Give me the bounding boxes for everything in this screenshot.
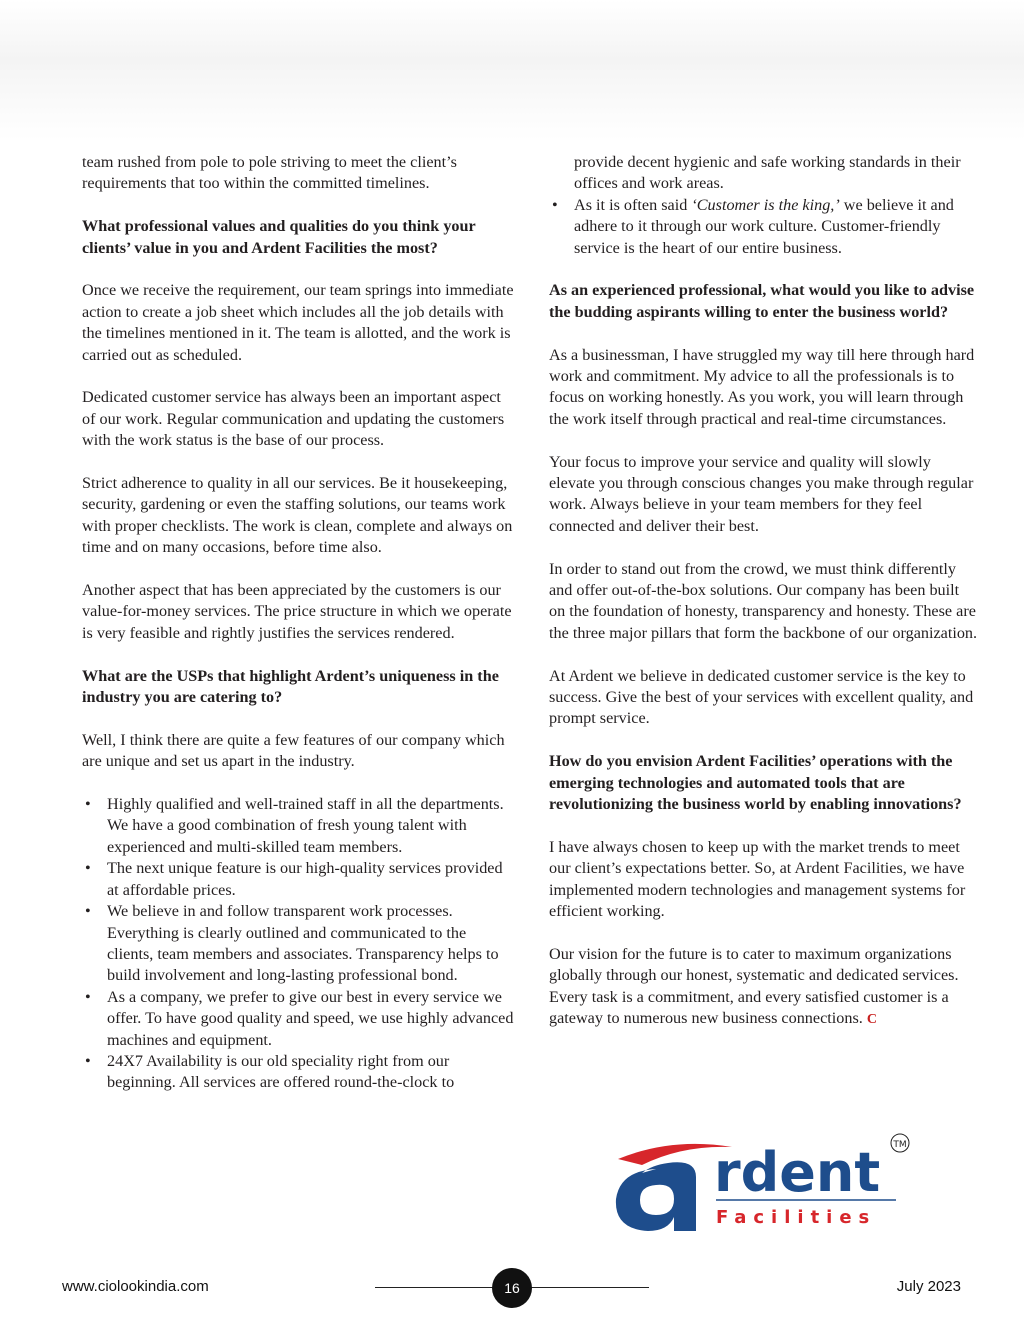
right-column xyxy=(549,152,979,1052)
bullet-text: we believe it and adhere to it through our work culture. Customer-friendly service is the heart of our entire business. xyxy=(574,195,954,257)
bullet-text: As it is often said xyxy=(574,195,692,214)
footer-url: www.ciolookindia.com xyxy=(62,1278,209,1295)
answer-paragraph: At Ardent we believe in dedicated customer service is the key to success. Give the best of your services with excellent quality, and prompt service. xyxy=(549,666,974,728)
question-advice: As an experienced professional, what would you like to advise the budding aspirants willing to enter the business world? xyxy=(549,281,975,321)
question-usps: What are the USPs that highlight Ardent’s uniqueness in the industry you are catering to? xyxy=(82,666,499,707)
end-mark-icon: C xyxy=(866,1012,877,1028)
answer-paragraph: As a businessman, I have struggled my way till here through hard work and commitment. My advice to all the professionals is to focus on working honestly. As you work, you will learn through the work itself through practical and real-time circumstances. xyxy=(549,345,975,428)
quote-text: ‘Customer is the king,’ xyxy=(691,195,840,214)
logo-word: rdent xyxy=(714,1141,881,1204)
usp-list-continued xyxy=(549,152,979,259)
answer-paragraph: Dedicated customer service has always been an important aspect of our work. Regular communication and updating the customers with the work status is the base of our process. xyxy=(82,388,505,450)
closing-text: Our vision for the future is to cater to maximum organizations globally through our honest, systematic and dedicated services. Every task is a commitment, and every satisfied customer is a gateway to numerous new business connections. xyxy=(549,944,959,1028)
answer-paragraph: Another aspect that has been appreciated by the customers is our value-for-money services. The price structure in which we operate is very feasible and rightly justifies the services rendered. xyxy=(82,581,512,642)
answer-paragraph xyxy=(549,944,979,1031)
list-item: • We believe in and follow transparent work processes. Everything is clearly outlined and communicated to the clients, team members and associates. Transparency helps to build involvement and long-lasting professional bond. xyxy=(82,901,514,987)
list-item: • As a company, we prefer to give our best in every service we offer. To have good quality and speed, we use highly advanced machines and equipment. xyxy=(82,987,514,1051)
answer-paragraph: Well, I think there are quite a few features of our company which are unique and set us apart in the industry. xyxy=(82,730,505,771)
list-item: provide decent hygienic and safe working standards in their offices and work areas. xyxy=(574,153,961,193)
intro-paragraph: team rushed from pole to pole striving to meet the client’s requirements that too within the committed timelines. xyxy=(82,153,457,193)
logo-subtitle: Facilities xyxy=(716,1207,877,1228)
issue-date: July 2023 xyxy=(896,1278,961,1295)
left-column xyxy=(82,152,514,1115)
page-number: 16 xyxy=(492,1268,532,1308)
list-item: • 24X7 Availability is our old speciality right from our beginning. All services are offered round-the-clock to xyxy=(82,1051,514,1094)
trademark-mark: TM xyxy=(893,1140,907,1150)
answer-paragraph: In order to stand out from the crowd, we must think differently and offer out-of-the-box solutions. Our company has been built on the foundation of honesty, transparency and honesty. These are the three major pillars that form the backbone of our organization. xyxy=(549,559,978,642)
usp-list xyxy=(82,794,514,1094)
list-item xyxy=(549,195,979,259)
page-footer xyxy=(0,1268,1024,1308)
ardent-logo-icon xyxy=(612,1133,912,1237)
ardent-logo xyxy=(612,1133,912,1237)
answer-paragraph: Once we receive the requirement, our team springs into immediate action to create a job sheet which includes all the job details with the timelines mentioned in it. The team is allotted, and the work is carried out as scheduled. xyxy=(82,281,514,364)
list-item: • The next unique feature is our high-quality services provided at affordable prices. xyxy=(82,858,514,901)
list-item: • Highly qualified and well-trained staff in all the departments. We have a good combination of fresh young talent with experienced and multi-skilled team members. xyxy=(82,794,514,858)
question-values: What professional values and qualities do you think your clients’ value in you and Ardent Facilities the most? xyxy=(82,217,476,257)
question-technology: How do you envision Ardent Facilities’ operations with the emerging technologies and automated tools that are revolutionizing the business world by enabling innovations? xyxy=(549,752,962,814)
answer-paragraph: I have always chosen to keep up with the market trends to meet our client’s expectations better. So, at Ardent Facilities, we have implemented modern technologies and management systems for efficient working. xyxy=(549,837,966,921)
answer-paragraph: Your focus to improve your service and quality will slowly elevate you through conscious changes you make through regular work. Always believe in your team members for they feel connected and deliver their best. xyxy=(549,452,974,535)
answer-paragraph: Strict adherence to quality in all our services. Be it housekeeping, security, gardening or even the staffing solutions, our teams work with proper checklists. The work is clean, complete and always on time and on many occasions, before time also. xyxy=(82,474,513,557)
